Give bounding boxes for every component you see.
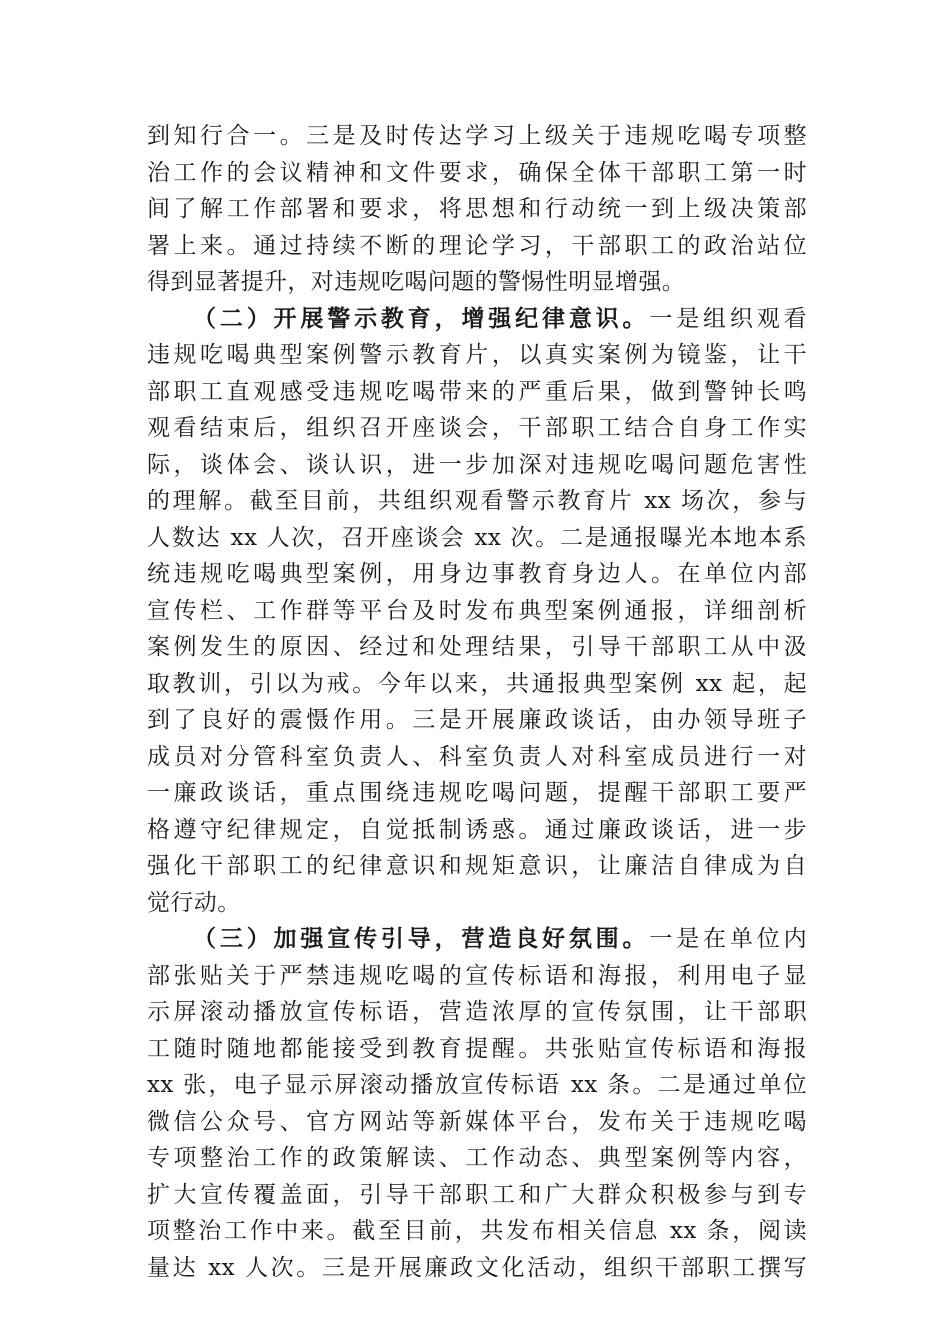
line-text: 署上来。通过持续不断的理论学习，干部职工的政治站位: [147, 232, 807, 259]
text-line: [147, 958, 807, 995]
text-line: [147, 1140, 807, 1177]
text-line: [147, 1213, 807, 1250]
text-line: [147, 191, 807, 228]
line-text: 成员对分管科室负责人、科室负责人对科室成员进行一对: [147, 743, 807, 770]
text-line: [147, 848, 807, 885]
text-line: [147, 702, 807, 739]
text-line: [147, 1104, 807, 1141]
line-text: 违规吃喝典型案例警示教育片，以真实案例为镜鉴，让干: [147, 342, 807, 368]
line-text: 微信公众号、官方网站等新媒体平台，发布关于违规吃喝: [147, 1108, 807, 1135]
line-text: 际，谈体会、谈认识，进一步加深对违规吃喝问题危害性: [147, 451, 807, 478]
line-text: 取教训，引以为戒。今年以来，共通报典型案例 xx 起，起: [147, 670, 807, 697]
line-text: 部职工直观感受违规吃喝带来的严重后果，做到警钟长鸣: [147, 378, 807, 405]
line-text: 工随时随地都能接受到教育提醒。共张贴宣传标语和海报: [147, 1035, 807, 1062]
text-line: [147, 593, 807, 630]
text-line: [147, 1067, 807, 1104]
line-text: xx 张，电子显示屏滚动播放宣传标语 xx 条。二是通过单位: [147, 1072, 807, 1098]
text-line: [147, 885, 807, 922]
line-text: 一廉政谈话，重点围绕违规吃喝问题，提醒干部职工要严: [147, 780, 807, 806]
line-text: 统违规吃喝典型案例，用身边事教育身边人。在单位内部: [147, 561, 807, 587]
text-line: [147, 556, 807, 593]
line-text: 的理解。截至目前，共组织观看警示教育片 xx 场次，参与: [147, 488, 807, 514]
line-text: 观看结束后，组织召开座谈会，干部职工结合自身工作实: [147, 415, 807, 441]
line-text: 到知行合一。三是及时传达学习上级关于违规吃喝专项整: [147, 123, 807, 149]
text-line: [147, 775, 807, 812]
section-heading: （三）加强宣传引导，营造良好氛围。: [193, 925, 650, 952]
text-line: [147, 629, 807, 666]
line-text: 扩大宣传覆盖面，引导干部职工和广大群众积极参与到专: [147, 1181, 807, 1208]
line-text: 宣传栏、工作群等平台及时发布典型案例通报，详细剖析: [147, 597, 807, 624]
line-text: 部张贴关于严禁违规吃喝的宣传标语和海报，利用电子显: [147, 962, 807, 989]
line-text: 案例发生的原因、经过和处理结果，引导干部职工从中汲: [147, 634, 807, 660]
text-line: [147, 374, 807, 411]
text-line: [147, 264, 807, 301]
line-text: 一是组织观看: [649, 305, 807, 332]
section-heading-line: [147, 301, 807, 338]
line-text: 格遵守纪律规定，自觉抵制诱惑。通过廉政谈话，进一步: [147, 816, 807, 843]
line-text: 项整治工作中来。截至目前，共发布相关信息 xx 条，阅读: [147, 1218, 807, 1244]
text-line: [147, 994, 807, 1031]
text-line: [147, 447, 807, 484]
line-text: 到了良好的震慑作用。三是开展廉政谈话，由办领导班子: [147, 707, 807, 733]
text-line: [147, 228, 807, 265]
text-line: [147, 1031, 807, 1068]
text-line: [147, 337, 807, 374]
text-line: [147, 1250, 807, 1287]
text-line: [147, 812, 807, 849]
body-text: [147, 118, 807, 1286]
line-text: 强化干部职工的纪律意识和规矩意识，让廉洁自律成为自: [147, 853, 807, 879]
line-text: 得到显著提升，对违规吃喝问题的警惕性明显增强。: [147, 269, 686, 295]
line-text: 间了解工作部署和要求，将思想和行动统一到上级决策部: [147, 196, 807, 222]
section-heading-line: [147, 921, 807, 958]
text-line: [147, 739, 807, 776]
section-heading: （二）开展警示教育，增强纪律意识。: [193, 304, 650, 332]
line-text: 示屏滚动播放宣传标语，营造浓厚的宣传氛围，让干部职: [147, 999, 807, 1025]
line-text: 人数达 xx 人次，召开座谈会 xx 次。二是通报曝光本地本系: [147, 524, 807, 551]
line-text: 专项整治工作的政策解读、工作动态、典型案例等内容，: [147, 1145, 807, 1171]
text-line: [147, 155, 807, 192]
line-text: 治工作的会议精神和文件要求，确保全体干部职工第一时: [147, 159, 807, 186]
text-line: [147, 118, 807, 155]
line-text: 觉行动。: [147, 889, 241, 916]
text-line: [147, 1177, 807, 1214]
text-line: [147, 410, 807, 447]
text-line: [147, 520, 807, 557]
line-text: 量达 xx 人次。三是开展廉政文化活动，组织干部职工撰写: [147, 1254, 807, 1281]
text-line: [147, 483, 807, 520]
line-text: 一是在单位内: [649, 926, 807, 952]
text-line: [147, 666, 807, 703]
